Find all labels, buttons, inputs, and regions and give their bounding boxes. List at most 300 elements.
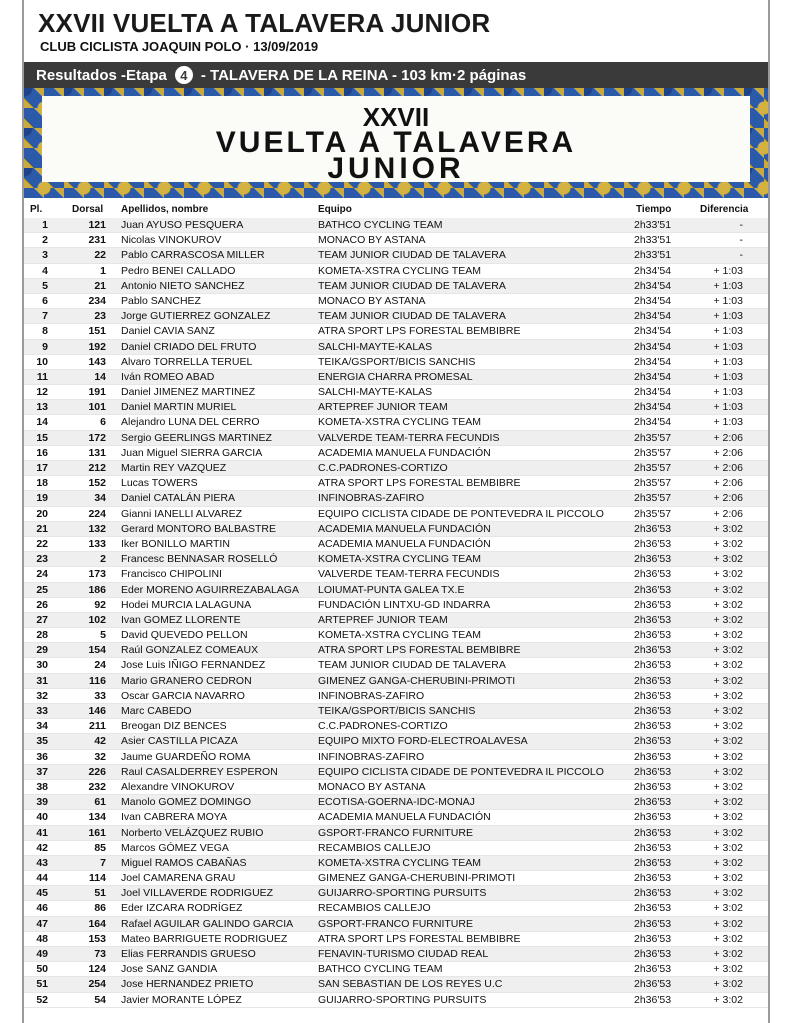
cell-team: ATRA SPORT LPS FORESTAL BEMBIBRE	[318, 932, 521, 945]
cell-time: 2h36'53	[634, 887, 672, 900]
cell-team: ACADEMIA MANUELA FUNDACIÓN	[318, 446, 491, 459]
cell-name: David QUEVEDO PELLON	[121, 629, 248, 642]
cell-name: Gerard MONTORO BALBASTRE	[121, 522, 277, 535]
cell-team: LOIUMAT-PUNTA GALEA TX.E	[318, 583, 465, 596]
cell-pl: 40	[36, 811, 48, 824]
cell-time: 2h35'57	[634, 431, 672, 444]
cell-diff: + 1:03	[713, 264, 743, 277]
cell-team: ENERGIA CHARRA PROMESAL	[318, 370, 473, 383]
cell-dorsal: 172	[88, 431, 106, 444]
cell-team: FENAVIN-TURISMO CIUDAD REAL	[318, 948, 489, 960]
cell-diff: -	[739, 219, 743, 231]
table-row	[24, 446, 768, 461]
table-row	[24, 628, 768, 643]
cell-pl: 11	[36, 370, 48, 383]
cell-time: 2h35'57	[634, 507, 672, 520]
stage-bar	[24, 62, 768, 88]
table-row	[24, 719, 768, 734]
cell-dorsal: 121	[88, 219, 106, 231]
cell-pl: 16	[36, 446, 48, 459]
cell-team: KOMETA-XSTRA CYCLING TEAM	[318, 416, 481, 429]
table-row	[24, 370, 768, 385]
cell-dorsal: 33	[94, 689, 106, 702]
cell-pl: 43	[36, 856, 48, 869]
cell-pl: 1	[42, 219, 48, 231]
cell-time: 2h35'57	[634, 477, 672, 490]
cell-time: 2h34'54	[634, 325, 672, 338]
col-name: Apellidos, nombre	[121, 204, 209, 215]
cell-time: 2h36'53	[634, 978, 672, 991]
cell-diff: + 3:02	[713, 932, 743, 945]
cell-name: Javier MORANTE LÓPEZ	[121, 993, 242, 1006]
cell-time: 2h36'53	[634, 902, 672, 915]
cell-time: 2h36'53	[634, 644, 672, 657]
cell-pl: 14	[36, 416, 48, 429]
cell-diff: + 3:02	[713, 537, 743, 550]
table-row	[24, 340, 768, 355]
cell-dorsal: 51	[94, 887, 106, 900]
table-row	[24, 795, 768, 810]
cell-diff: + 3:02	[713, 689, 743, 702]
cell-diff: + 1:03	[713, 325, 743, 338]
cell-time: 2h33'51	[634, 219, 672, 231]
cell-pl: 23	[36, 553, 48, 566]
cell-pl: 48	[36, 932, 48, 945]
table-row	[24, 826, 768, 841]
cell-name: Martin REY VAZQUEZ	[121, 462, 227, 474]
table-row	[24, 218, 768, 233]
cell-diff: + 2:06	[713, 446, 743, 459]
table-row	[24, 309, 768, 324]
cell-time: 2h36'53	[634, 948, 672, 960]
stage-number-badge: 4	[175, 66, 193, 84]
cell-diff: + 2:06	[713, 431, 743, 444]
cell-pl: 24	[36, 568, 48, 581]
cell-team: INFINOBRAS-ZAFIRO	[318, 689, 425, 702]
col-diff: Diferencia	[700, 204, 749, 215]
cell-dorsal: 133	[88, 537, 106, 550]
cell-pl: 31	[36, 674, 48, 687]
cell-team: EQUIPO CICLISTA CIDADE DE PONTEVEDRA IL PICCOLO	[318, 765, 604, 778]
cell-name: Oscar GARCIA NAVARRO	[121, 689, 245, 702]
cell-pl: 7	[42, 310, 48, 323]
cell-team: GIMENEZ GANGA-CHERUBINI-PRIMOTI	[318, 872, 516, 885]
cell-pl: 50	[36, 963, 48, 976]
cell-dorsal: 101	[88, 401, 106, 414]
cell-name: Jose HERNANDEZ PRIETO	[121, 978, 254, 991]
results-label: Resultados -	[36, 66, 127, 84]
cell-name: Marc CABEDO	[121, 705, 192, 717]
cell-time: 2h36'53	[634, 553, 672, 566]
page-count: 2 páginas	[457, 66, 527, 84]
cell-time: 2h36'53	[634, 522, 672, 535]
cell-team: KOMETA-XSTRA CYCLING TEAM	[318, 629, 481, 642]
cell-team: RECAMBIOS CALLEJO	[318, 841, 431, 854]
cell-team: TEAM JUNIOR CIUDAD DE TALAVERA	[318, 279, 506, 292]
cell-name: Sergio GEERLINGS MARTINEZ	[121, 431, 272, 444]
cell-name: Jose Luis IÑIGO FERNANDEZ	[121, 659, 266, 672]
stage-label: Etapa	[126, 66, 167, 84]
cell-diff: + 3:02	[713, 993, 743, 1006]
table-row	[24, 993, 768, 1008]
cell-team: EQUIPO CICLISTA CIDADE DE PONTEVEDRA IL PICCOLO	[318, 507, 604, 520]
stage-route: - TALAVERA DE LA REINA - 103 km	[200, 66, 453, 84]
cell-name: Ivan GOMEZ LLORENTE	[121, 613, 241, 626]
cell-dorsal: 14	[94, 370, 106, 383]
cell-diff: + 3:02	[713, 948, 743, 960]
cell-name: Juan Miguel SIERRA GARCIA	[121, 446, 263, 459]
cell-time: 2h36'53	[634, 932, 672, 945]
cell-name: Alvaro TORRELLA TERUEL	[121, 355, 253, 368]
cell-dorsal: 85	[94, 841, 106, 854]
cell-pl: 39	[36, 796, 48, 809]
cell-dorsal: 152	[88, 477, 106, 490]
cell-name: Hodei MURCIA LALAGUNA	[121, 598, 252, 611]
cell-diff: + 3:02	[713, 568, 743, 581]
cell-time: 2h36'53	[634, 811, 672, 824]
cell-time: 2h36'53	[634, 750, 672, 763]
cell-diff: + 2:06	[713, 507, 743, 520]
cell-team: ATRA SPORT LPS FORESTAL BEMBIBRE	[318, 644, 521, 657]
table-row	[24, 324, 768, 339]
cell-name: Daniel CAVIA SANZ	[121, 325, 215, 338]
cell-pl: 9	[42, 340, 48, 353]
cell-dorsal: 42	[94, 735, 106, 748]
cell-diff: + 3:02	[713, 917, 743, 930]
table-row	[24, 977, 768, 992]
table-row	[24, 932, 768, 947]
col-team: Equipo	[318, 204, 352, 215]
cell-time: 2h36'53	[634, 629, 672, 642]
cell-time: 2h36'53	[634, 720, 672, 733]
cell-name: Eder MORENO AGUIRREZABALAGA	[121, 583, 299, 596]
cell-dorsal: 73	[94, 948, 106, 960]
cell-name: Daniel CATALÁN PIERA	[121, 492, 235, 505]
table-row	[24, 901, 768, 916]
cell-pl: 36	[36, 750, 48, 763]
table-row	[24, 734, 768, 749]
cell-time: 2h35'57	[634, 446, 672, 459]
table-row	[24, 355, 768, 370]
cell-pl: 44	[36, 872, 48, 885]
cell-name: Raúl GONZALEZ COMEAUX	[121, 644, 259, 657]
cell-name: Lucas TOWERS	[121, 477, 198, 490]
cell-time: 2h36'53	[634, 659, 672, 672]
cell-diff: + 1:03	[713, 279, 743, 292]
table-row	[24, 704, 768, 719]
cell-dorsal: 143	[88, 355, 106, 368]
cell-dorsal: 254	[88, 978, 106, 991]
cell-dorsal: 21	[94, 279, 106, 292]
cell-diff: + 3:02	[713, 856, 743, 869]
cell-team: RECAMBIOS CALLEJO	[318, 902, 431, 915]
cell-dorsal: 234	[88, 294, 106, 307]
cell-name: Ivan CABRERA MOYA	[121, 811, 228, 824]
cell-dorsal: 32	[94, 750, 106, 763]
cell-name: Joel VILLAVERDE RODRIGUEZ	[121, 887, 274, 900]
cell-diff: + 3:02	[713, 674, 743, 687]
cell-dorsal: 173	[88, 568, 106, 581]
table-row	[24, 415, 768, 430]
cell-time: 2h36'53	[634, 583, 672, 596]
cell-dorsal: 224	[88, 507, 106, 520]
cell-team: MONACO BY ASTANA	[318, 234, 426, 247]
cell-pl: 49	[36, 948, 48, 960]
cell-dorsal: 54	[94, 993, 106, 1006]
cell-diff: + 1:03	[713, 294, 743, 307]
cell-name: Norberto VELÁZQUEZ RUBIO	[121, 826, 264, 839]
cell-team: FUNDACIÓN LINTXU-GD INDARRA	[318, 598, 491, 611]
cell-dorsal: 153	[88, 932, 106, 945]
cell-diff: + 3:02	[713, 705, 743, 717]
table-row	[24, 583, 768, 598]
cell-diff: + 1:03	[713, 310, 743, 323]
cell-name: Francesc BENNASAR ROSELLÓ	[121, 553, 278, 566]
cell-pl: 38	[36, 780, 48, 793]
cell-dorsal: 132	[88, 522, 106, 535]
cell-time: 2h36'53	[634, 537, 672, 550]
cell-name: Mateo BARRIGUETE RODRIGUEZ	[121, 932, 288, 945]
cell-dorsal: 226	[88, 765, 106, 778]
cell-name: Iker BONILLO MARTIN	[121, 537, 230, 550]
cell-dorsal: 186	[88, 583, 106, 596]
cell-time: 2h36'53	[634, 689, 672, 702]
cell-team: KOMETA-XSTRA CYCLING TEAM	[318, 856, 481, 869]
cell-diff: + 1:03	[713, 386, 743, 399]
cell-time: 2h36'53	[634, 917, 672, 930]
cell-pl: 27	[36, 613, 48, 626]
cell-diff: + 3:02	[713, 872, 743, 885]
cell-pl: 22	[36, 537, 48, 550]
cell-team: ARTEPREF JUNIOR TEAM	[318, 613, 448, 626]
cell-diff: + 3:02	[713, 826, 743, 839]
cell-pl: 35	[36, 735, 48, 748]
cell-name: Manolo GOMEZ DOMINGO	[121, 796, 252, 809]
cell-time: 2h34'54	[634, 370, 672, 383]
cell-pl: 6	[42, 294, 48, 307]
cell-name: Asier CASTILLA PICAZA	[121, 735, 238, 748]
cell-time: 2h34'54	[634, 355, 672, 368]
cell-time: 2h36'53	[634, 993, 672, 1006]
cell-team: SALCHI-MAYTE-KALAS	[318, 340, 433, 353]
cell-diff: + 3:02	[713, 629, 743, 642]
cell-dorsal: 34	[94, 492, 106, 505]
cell-team: ACADEMIA MANUELA FUNDACIÓN	[318, 537, 491, 550]
cell-diff: + 3:02	[713, 522, 743, 535]
cell-pl: 41	[36, 826, 48, 839]
cell-time: 2h36'53	[634, 765, 672, 778]
cell-time: 2h34'54	[634, 340, 672, 353]
cell-pl: 52	[36, 993, 48, 1006]
cell-diff: + 3:02	[713, 978, 743, 991]
table-row	[24, 643, 768, 658]
cell-diff: + 3:02	[713, 598, 743, 611]
table-row	[24, 567, 768, 582]
table-row	[24, 750, 768, 765]
table-row	[24, 810, 768, 825]
cell-team: INFINOBRAS-ZAFIRO	[318, 750, 425, 763]
table-row	[24, 248, 768, 263]
cell-pl: 45	[36, 887, 48, 900]
table-row	[24, 537, 768, 552]
cell-dorsal: 92	[94, 598, 106, 611]
cell-pl: 17	[36, 462, 48, 474]
cell-time: 2h36'53	[634, 598, 672, 611]
cell-pl: 34	[36, 720, 48, 733]
cell-time: 2h34'54	[634, 279, 672, 292]
cell-diff: + 3:02	[713, 811, 743, 824]
cell-name: Jorge GUTIERREZ GONZALEZ	[121, 310, 271, 323]
cell-dorsal: 7	[100, 856, 106, 869]
cell-dorsal: 211	[89, 720, 106, 733]
cell-team: EQUIPO MIXTO FORD-ELECTROALAVESA	[318, 735, 528, 748]
results-sheet	[22, 0, 770, 1023]
table-row	[24, 552, 768, 567]
cell-team: ATRA SPORT LPS FORESTAL BEMBIBRE	[318, 325, 521, 338]
table-row	[24, 841, 768, 856]
cell-team: MONACO BY ASTANA	[318, 780, 426, 793]
cell-team: KOMETA-XSTRA CYCLING TEAM	[318, 553, 481, 566]
cell-pl: 4	[42, 264, 48, 277]
table-row	[24, 294, 768, 309]
cell-name: Miguel RAMOS CABAÑAS	[121, 856, 247, 869]
table-row	[24, 886, 768, 901]
table-row	[24, 598, 768, 613]
table-row	[24, 476, 768, 491]
table-row	[24, 461, 768, 476]
cell-pl: 26	[36, 598, 48, 611]
cell-pl: 20	[36, 507, 48, 520]
cell-diff: + 3:02	[713, 735, 743, 748]
cell-name: Francisco CHIPOLINI	[121, 568, 222, 581]
cell-diff: + 3:02	[713, 750, 743, 763]
cell-diff: + 3:02	[713, 780, 743, 793]
cell-team: TEAM JUNIOR CIUDAD DE TALAVERA	[318, 249, 506, 262]
cell-time: 2h36'53	[634, 613, 672, 626]
cell-dorsal: 164	[88, 917, 106, 930]
cell-dorsal: 116	[89, 674, 106, 687]
cell-dorsal: 161	[88, 826, 106, 839]
cell-dorsal: 2	[100, 553, 106, 566]
cell-pl: 25	[36, 583, 48, 596]
cell-dorsal: 22	[94, 249, 106, 262]
cell-time: 2h34'54	[634, 264, 672, 277]
cell-diff: + 3:02	[713, 887, 743, 900]
race-banner	[24, 88, 768, 198]
cell-name: Elias FERRANDIS GRUESO	[121, 948, 256, 960]
col-pl: Pl.	[30, 204, 43, 215]
table-row	[24, 264, 768, 279]
cell-team: BATHCO CYCLING TEAM	[318, 219, 443, 231]
cell-dorsal: 23	[94, 310, 106, 323]
cell-dorsal: 5	[100, 629, 106, 642]
cell-team: ECOTISA-GOERNA-IDC-MONAJ	[318, 796, 475, 809]
table-row	[24, 871, 768, 886]
cell-pl: 18	[36, 477, 48, 490]
table-row	[24, 689, 768, 704]
banner-name: VUELTA A TALAVERA	[215, 126, 577, 159]
cell-pl: 5	[42, 279, 48, 292]
cell-name: Jose SANZ GANDIA	[121, 963, 218, 976]
cell-team: TEAM JUNIOR CIUDAD DE TALAVERA	[318, 310, 506, 323]
cell-name: Daniel CRIADO DEL FRUTO	[121, 340, 257, 353]
cell-name: Pedro BENEI CALLADO	[121, 264, 236, 277]
cell-pl: 32	[36, 689, 48, 702]
cell-name: Marcos GÓMEZ VEGA	[121, 841, 229, 854]
table-row	[24, 491, 768, 506]
cell-dorsal: 231	[88, 234, 106, 247]
cell-name: Nicolas VINOKUROV	[121, 234, 222, 247]
cell-name: Alexandre VINOKUROV	[121, 780, 235, 793]
cell-diff: + 1:03	[713, 401, 743, 414]
cell-dorsal: 232	[88, 780, 106, 793]
cell-team: TEIKA/GSPORT/BICIS SANCHIS	[318, 705, 476, 717]
cell-dorsal: 151	[88, 325, 106, 338]
cell-diff: + 3:02	[713, 963, 743, 976]
cell-time: 2h36'53	[634, 872, 672, 885]
table-row	[24, 780, 768, 795]
table-row	[24, 658, 768, 673]
cell-time: 2h36'53	[634, 856, 672, 869]
cell-time: 2h36'53	[634, 780, 672, 793]
cell-time: 2h36'53	[634, 826, 672, 839]
results-table	[24, 218, 768, 1008]
cell-name: Jaume GUARDEÑO ROMA	[121, 750, 251, 763]
cell-name: Mario GRANERO CEDRON	[121, 674, 252, 687]
cell-time: 2h36'53	[634, 796, 672, 809]
table-row	[24, 674, 768, 689]
cell-diff: + 3:02	[713, 841, 743, 854]
cell-team: GSPORT-FRANCO FURNITURE	[318, 826, 473, 839]
table-header	[24, 202, 768, 216]
cell-pl: 13	[36, 401, 48, 414]
cell-pl: 21	[36, 522, 48, 535]
cell-team: MONACO BY ASTANA	[318, 294, 426, 307]
table-row	[24, 279, 768, 294]
cell-pl: 19	[36, 492, 48, 505]
table-row	[24, 613, 768, 628]
cell-team: VALVERDE TEAM-TERRA FECUNDIS	[318, 431, 500, 444]
table-row	[24, 765, 768, 780]
col-dorsal: Dorsal	[72, 204, 104, 215]
cell-name: Alejandro LUNA DEL CERRO	[121, 416, 260, 429]
cell-pl: 29	[36, 644, 48, 657]
cell-time: 2h36'53	[634, 568, 672, 581]
organizer: CLUB CICLISTA JOAQUIN POLO	[40, 39, 242, 54]
banner-edition: XXVII	[362, 102, 430, 132]
race-date: 13/09/2019	[253, 39, 319, 54]
cell-team: VALVERDE TEAM-TERRA FECUNDIS	[318, 568, 500, 581]
cell-name: Pablo SANCHEZ	[121, 294, 201, 307]
cell-dorsal: 191	[88, 386, 106, 399]
cell-dorsal: 131	[88, 446, 106, 459]
cell-team: C.C.PADRONES-CORTIZO	[318, 462, 448, 474]
cell-diff: + 1:03	[713, 370, 743, 383]
cell-name: Eder IZCARA RODRÍGEZ	[121, 902, 243, 915]
cell-team: BATHCO CYCLING TEAM	[318, 963, 443, 976]
cell-team: TEAM JUNIOR CIUDAD DE TALAVERA	[318, 659, 506, 672]
cell-dorsal: 212	[88, 462, 106, 474]
table-row	[24, 962, 768, 977]
cell-diff: + 1:03	[713, 340, 743, 353]
cell-diff: + 1:03	[713, 355, 743, 368]
cell-diff: + 3:02	[713, 765, 743, 778]
cell-pl: 30	[36, 659, 48, 672]
cell-dorsal: 102	[88, 613, 106, 626]
cell-pl: 12	[36, 386, 48, 399]
cell-name: Juan AYUSO PESQUERA	[121, 219, 244, 231]
cell-diff: + 3:02	[713, 659, 743, 672]
